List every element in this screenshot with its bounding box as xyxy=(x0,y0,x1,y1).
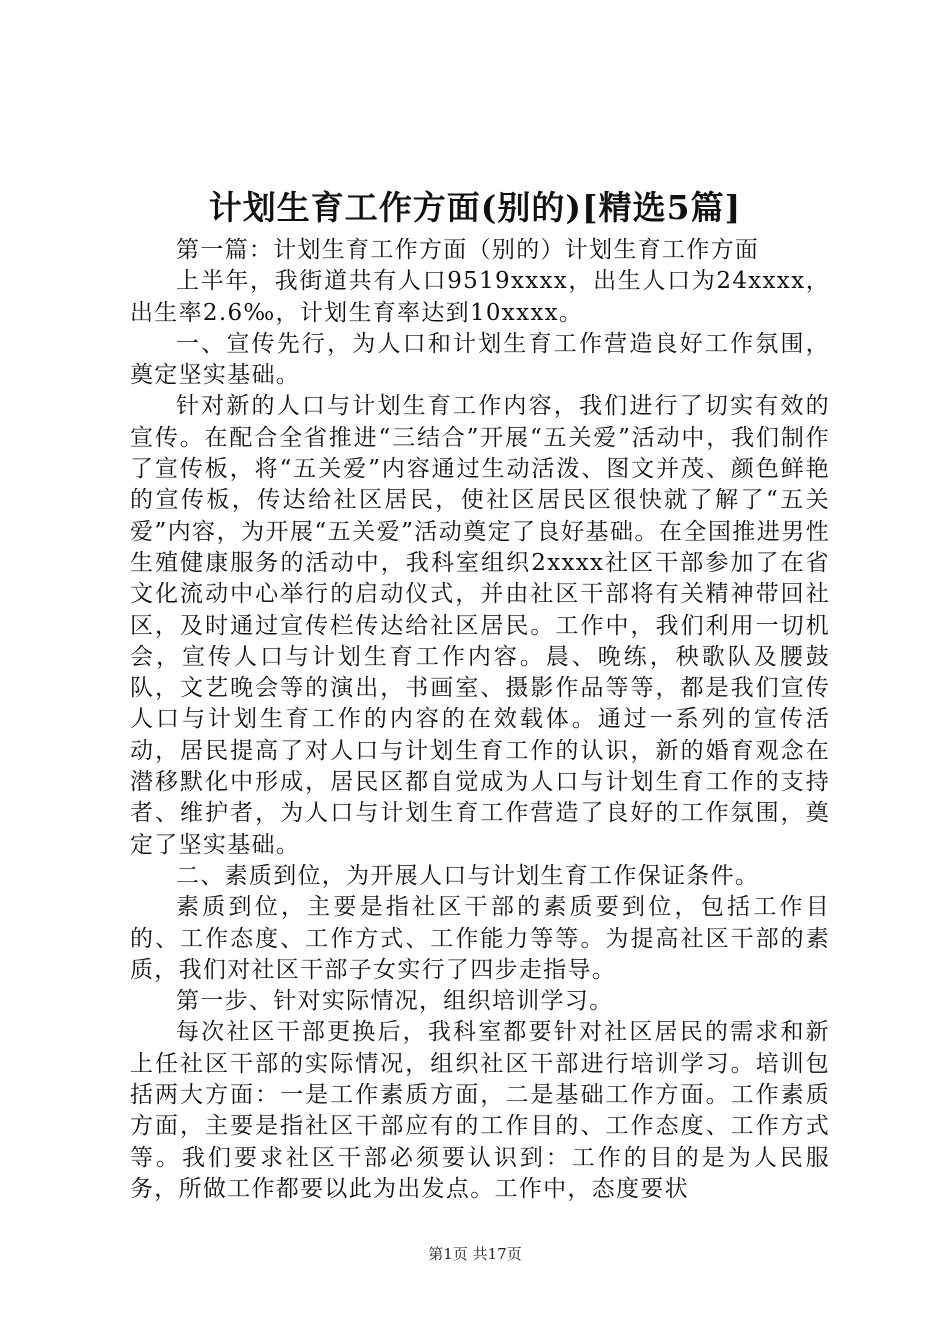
paragraph: 一、宣传先行，为人口和计划生育工作营造良好工作氛围，奠定坚实基础。 xyxy=(130,330,830,389)
paragraph: 二、素质到位，为开展人口与计划生育工作保证条件。 xyxy=(176,862,760,889)
page-footer: 第1页 共17页 xyxy=(428,1245,522,1263)
document-body xyxy=(130,235,830,1205)
paragraph: 每次社区干部更换后，我科室都要针对社区居民的需求和新上任社区干部的实际情况，组织社区干部进行培训学习。培训包括两大方面：一是工作素质方面，二是基础工作方面。工作素质方面，主要是指社区干部应有的工作目的、工作态度、工作方式等。我们要求社区干部必须要认识到：工作的目的是为人民服务，所做工作都要以此为出发点。工作中，态度要状 xyxy=(130,1019,830,1202)
document-title: 计划生育工作方面(别的)[精选5篇] xyxy=(208,188,742,227)
paragraph: 针对新的人口与计划生育工作内容，我们进行了切实有效的宣传。在配合全省推进“三结合”开展“五关爱”活动中，我们制作了宣传板，将“五关爱”内容通过生动活泼、图文并茂、颜色鲜艳的宣传板，传达给社区居民，使社区居民区很快就了解了“五关爱”内容，为开展“五关爱”活动奠定了良好基础。在全国推进男性生殖健康服务的活动中，我科室组织2xxxx社区干部参加了在省文化流动中心举行的启动仪式，并由社区干部将有关精神带回社区，及时通过宣传栏传达给社区居民。工作中，我们利用一切机会，宣传人口与计划生育工作内容。晨、晚练，秧歌队及腰鼓队，文艺晚会等的演出，书画室、摄影作品等等，都是我们宣传人口与计划生育工作的内容的在效载体。通过一系列的宣传活动，居民提高了对人口与计划生育工作的认识，新的婚育观念在潜移默化中形成，居民区都自觉成为人口与计划生育工作的支持者、维护者，为人口与计划生育工作营造了良好的工作氛围，奠定了坚实基础。 xyxy=(130,393,830,858)
paragraph: 素质到位，主要是指社区干部的素质要到位，包括工作目的、工作态度、工作方式、工作能力等等。为提高社区干部的素质，我们对社区干部子女实行了四步走指导。 xyxy=(130,894,830,983)
paragraph: 第一篇：计划生育工作方面（别的）计划生育工作方面 xyxy=(176,237,760,263)
paragraph: 上半年，我街道共有人口9519xxxx，出生人口为24xxxx，出生率2.6‰，计划生育率达到10xxxx。 xyxy=(130,268,830,326)
paragraph: 第一步、针对实际情况，组织培训学习。 xyxy=(176,988,614,1015)
